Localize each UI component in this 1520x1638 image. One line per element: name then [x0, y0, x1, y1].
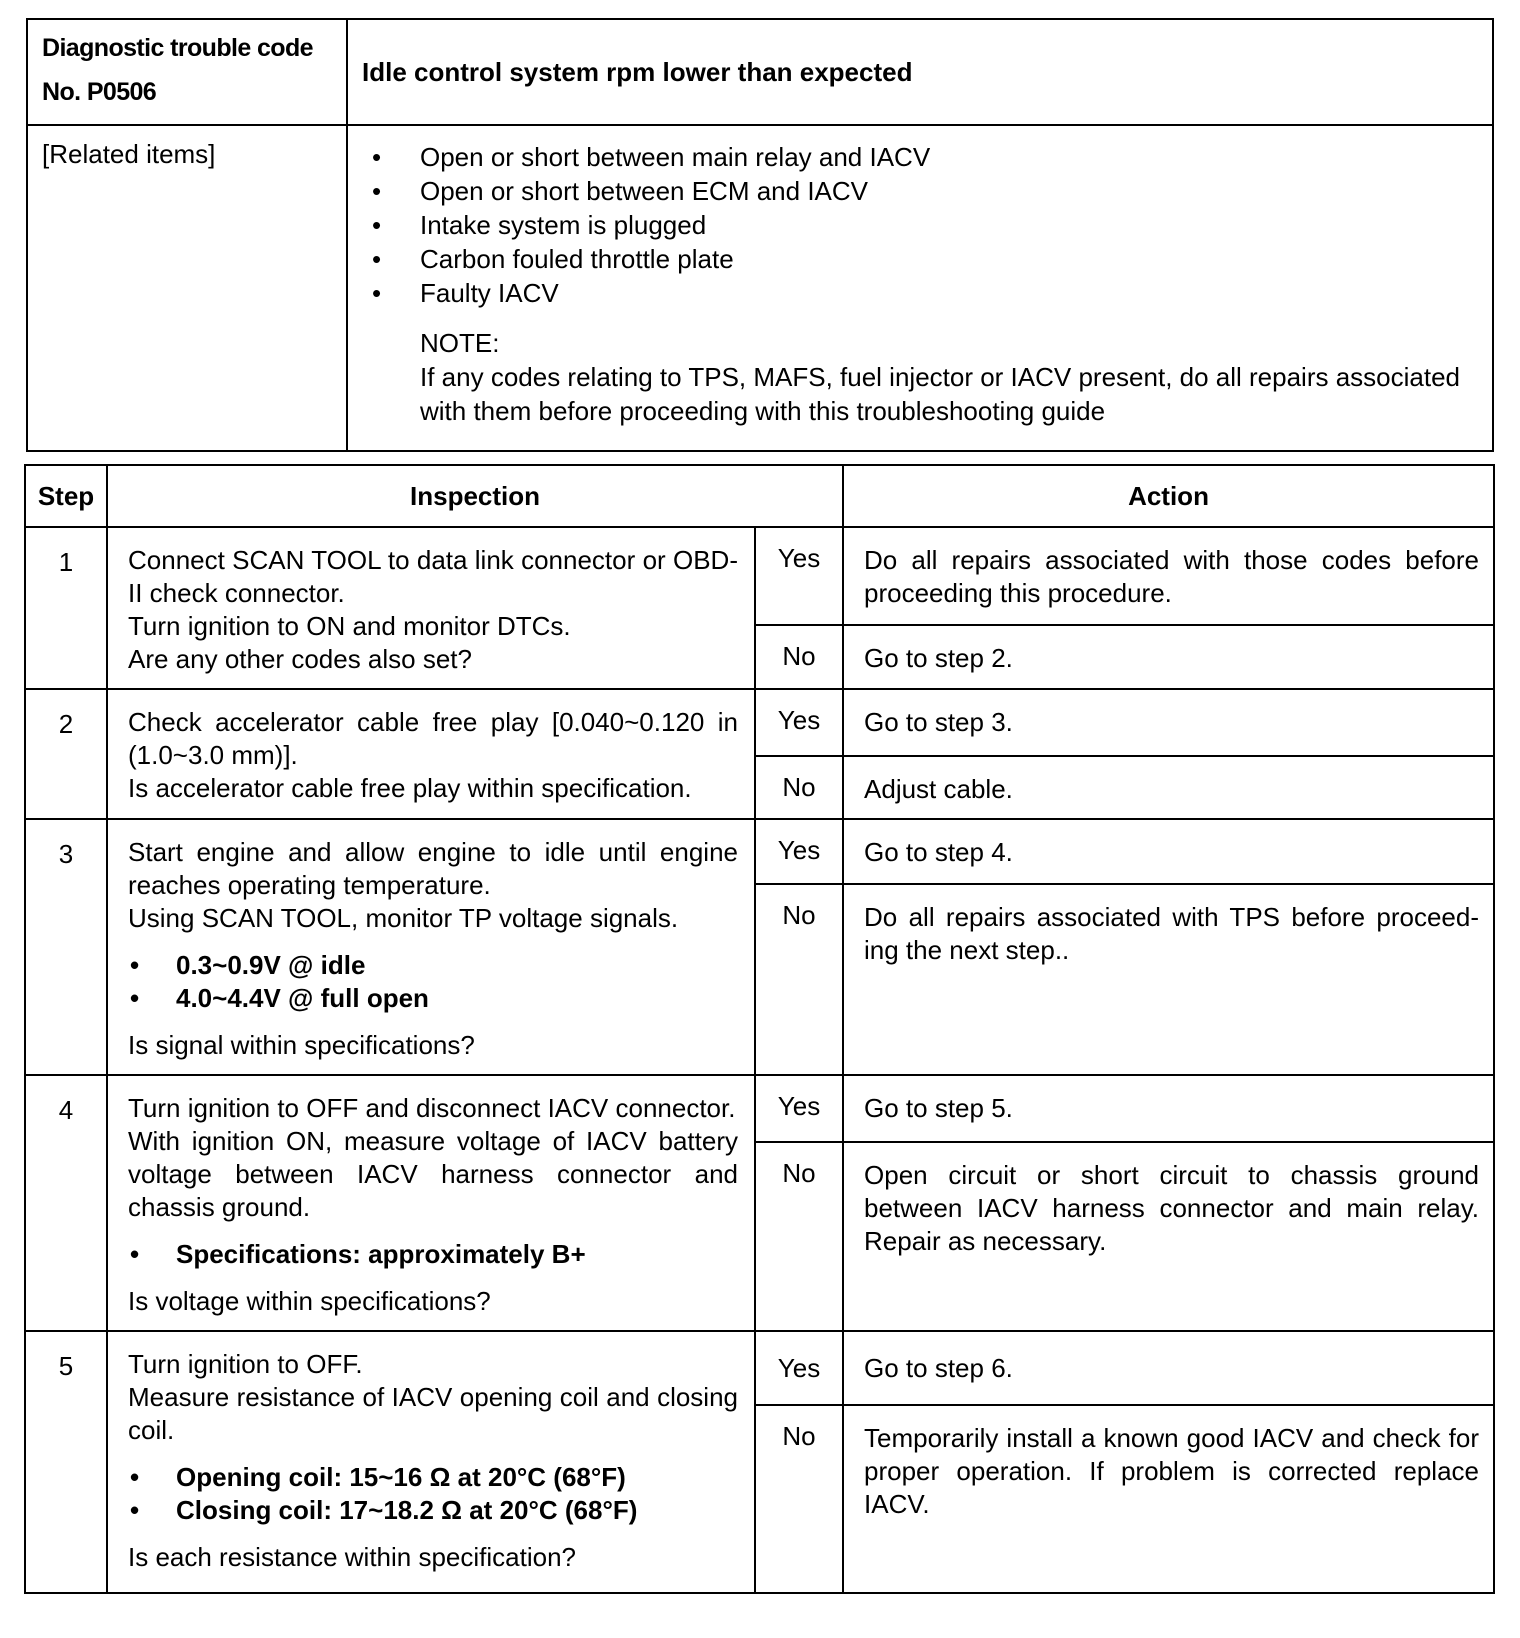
no-action: Open circuit or short circuit to chassis ground between IACV harness connector and main relay. Repair as necessary.: [843, 1142, 1494, 1331]
steps-header-row: [25, 465, 1494, 527]
inspection-line: Turn ignition to OFF.: [128, 1349, 363, 1379]
inspection-question: Is each resistance within specification?: [128, 1542, 577, 1572]
spec-item: • Specifications: approximately B+: [128, 1238, 738, 1271]
dtc-number: No. P0506: [42, 78, 157, 106]
spec-list: [128, 949, 738, 1015]
note-label: NOTE:: [420, 328, 500, 358]
spec-list: [128, 1238, 738, 1271]
related-item: • Open or short between ECM and IACV: [362, 174, 1478, 208]
no-action: Go to step 2.: [843, 625, 1494, 689]
spec-item: • 0.3~0.9V @ idle: [128, 949, 738, 982]
inspection-line: With ignition ON, measure voltage of IACV battery voltage between IACV harness connector and chassis ground.: [128, 1126, 738, 1222]
inspection-question: Is signal within specifications?: [128, 1030, 475, 1060]
no-action: Adjust cable.: [843, 756, 1494, 819]
no-label: No: [755, 1405, 843, 1593]
step-inspection: [107, 689, 755, 819]
dtc-header-table: [26, 18, 1494, 452]
inspection-line: Check accelerator cable free play [0.040~0.120 in (1.0~3.0 mm)].: [128, 707, 738, 770]
note-text: If any codes relating to TPS, MAFS, fuel injector or IACV present, do all repairs associated with them before proceeding with this troubleshooting guide: [420, 362, 1461, 426]
step-row: [25, 689, 1494, 756]
related-item: • Carbon fouled throttle plate: [362, 242, 1478, 276]
related-items-list: [362, 140, 1478, 310]
inspection-line: Measure resistance of IACV opening coil and closing coil.: [128, 1382, 738, 1445]
step-row: [25, 527, 1494, 625]
yes-label: Yes: [755, 819, 843, 884]
yes-action: Go to step 6.: [843, 1331, 1494, 1405]
inspection-line: Start engine and allow engine to idle until engine reaches operating temperature.: [128, 837, 738, 900]
related-item: • Faulty IACV: [362, 276, 1478, 310]
yes-action: Do all repairs associated with those codes before proceeding this procedure.: [843, 527, 1494, 625]
spec-item: • Closing coil: 17~18.2 Ω at 20°C (68°F): [128, 1494, 738, 1527]
inspection-line: Turn ignition to OFF and disconnect IACV connector.: [128, 1093, 736, 1123]
step-column-header: Step: [25, 465, 107, 527]
inspection-column-header: Inspection: [107, 465, 843, 527]
dtc-code-cell: [27, 19, 347, 125]
dtc-row: [27, 19, 1493, 125]
spec-list: [128, 1461, 738, 1527]
no-label: No: [755, 1142, 843, 1331]
step-inspection: [107, 1075, 755, 1331]
spec-item: • 4.0~4.4V @ full open: [128, 982, 738, 1015]
dtc-label: Diagnostic trouble code: [42, 34, 313, 62]
step-inspection: [107, 819, 755, 1075]
yes-label: Yes: [755, 1331, 843, 1405]
note-block: [362, 326, 1478, 428]
step-number: 3: [25, 819, 107, 1075]
step-inspection: [107, 527, 755, 689]
troubleshooting-steps-table: [24, 464, 1495, 1594]
spec-item: • Opening coil: 15~16 Ω at 20°C (68°F): [128, 1461, 738, 1494]
inspection-line: Connect SCAN TOOL to data link connector or OBD-II check connector.: [128, 545, 738, 608]
yes-label: Yes: [755, 689, 843, 756]
yes-label: Yes: [755, 527, 843, 625]
related-item: • Open or short between main relay and IACV: [362, 140, 1478, 174]
no-label: No: [755, 884, 843, 1075]
inspection-line: Using SCAN TOOL, monitor TP voltage signals.: [128, 903, 679, 933]
related-items-cell: [347, 125, 1493, 451]
no-action: Do all repairs associated with TPS before proceed-ing the next step..: [843, 884, 1494, 1075]
step-row: [25, 1331, 1494, 1405]
related-item: • Intake system is plugged: [362, 208, 1478, 242]
step-number: 2: [25, 689, 107, 819]
yes-action: Go to step 4.: [843, 819, 1494, 884]
no-action: Temporarily install a known good IACV and check for proper operation. If problem is corrected replace IACV.: [843, 1405, 1494, 1593]
yes-label: Yes: [755, 1075, 843, 1142]
action-column-header: Action: [843, 465, 1494, 527]
step-number: 4: [25, 1075, 107, 1331]
no-label: No: [755, 756, 843, 819]
yes-action: Go to step 3.: [843, 689, 1494, 756]
step-number: 1: [25, 527, 107, 689]
inspection-line: Is accelerator cable free play within specification.: [128, 773, 692, 803]
step-row: [25, 1075, 1494, 1142]
step-inspection: [107, 1331, 755, 1593]
no-label: No: [755, 625, 843, 689]
inspection-question: Is voltage within specifications?: [128, 1286, 491, 1316]
inspection-line: Turn ignition to ON and monitor DTCs.: [128, 611, 571, 641]
related-items-label: [Related items]: [27, 125, 347, 451]
dtc-title: Idle control system rpm lower than expected: [347, 19, 1493, 125]
step-number: 5: [25, 1331, 107, 1593]
yes-action: Go to step 5.: [843, 1075, 1494, 1142]
related-items-row: [27, 125, 1493, 451]
step-row: [25, 819, 1494, 884]
inspection-line: Are any other codes also set?: [128, 644, 472, 674]
